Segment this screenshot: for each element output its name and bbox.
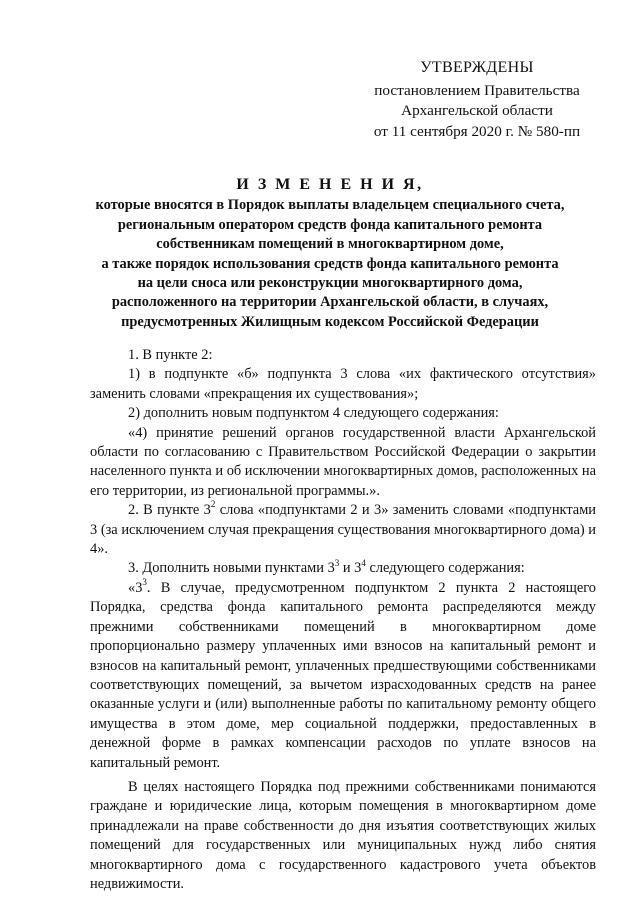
- paragraph-2: 1) в подпункте «б» подпункта 3 слова «их фактического отсутствия» заменить словами «прекращения их существования»;: [90, 366, 596, 402]
- title-line: на цели сноса или реконструкции многоквартирного дома,: [137, 275, 523, 292]
- approval-line-1: постановлением Правительства: [374, 81, 580, 99]
- paragraph-3: 2) дополнить новым подпунктом 4 следующего содержания:: [128, 405, 499, 422]
- paragraph-6: [90, 559, 596, 578]
- paragraph-6-text-b: и 3: [339, 560, 362, 577]
- title-heading: И З М Е Н Е Н И Я,: [236, 176, 424, 193]
- paragraph-8: В целях настоящего Порядка под прежними собственниками понимаются граждане и юридические лица, которым помещения в многоквартирном доме принадлежали на праве собственности до дня изъятия соответствующих жилых помещений для государственных или муниципальных нужд либо снятия многоквартирного дома с государственного кадастрового учета объектов недвижимости.: [90, 778, 596, 892]
- paragraph-4: «4) принятие решений органов государственной власти Архангельской области по согласованию с Правительством Российской Федерации о закрытии населенного пункта и об исключении многоквартирных домов, расположенных на его территории, из региональной программы.».: [90, 424, 596, 499]
- paragraph-5-text-b: слова «подпунктами 2 и 3» заменить словами «подпунктами 3 (за исключением случая прекращения существования многоквартирного дома) и 4».: [90, 502, 596, 558]
- paragraph-6-superscript-1: 3: [334, 557, 340, 568]
- title-line: а также порядок использования средств фонда капитального ремонта: [101, 255, 559, 272]
- title-line: собственникам помещений в многоквартирном доме,: [156, 236, 504, 253]
- title-line: расположенного на территории Архангельской области, в случаях,: [111, 294, 549, 311]
- paragraph-7-superscript: 3: [142, 577, 147, 588]
- paragraph-7-text-a: «3: [128, 579, 143, 596]
- approval-line-2: Архангельской области: [401, 102, 553, 119]
- title-line: региональным оператором средств фонда капитального ремонта: [117, 216, 543, 233]
- paragraph-6-text-c: следующего содержания:: [365, 560, 525, 577]
- title-line: которые вносятся в Порядок выплаты владельцем специального счета,: [95, 197, 565, 214]
- paragraph-7-text-b: . В случае, предусмотренном подпунктом 2 пункта 2 настоящего Порядка, средства фонда капитального ремонта распределяются между прежними собственниками помещений в многоквартирном доме пропорционально размеру уплаченных ими взносов на капитальный ремонт и взносов на капитальный ремонт, уплаченных предшествующими собственниками соответствующих помещений, за вычетом израсходованных средств на ранее оказанные услуги и (или) выполненные работы по капитальному ремонту общего имущества в этом доме, мер социальной поддержки, предоставленных в денежной форме в рамках компенсации расходов по уплате взносов на капитальный ремонт.: [90, 579, 596, 771]
- paragraph-6-text-a: 3. Дополнить новыми пунктами 3: [128, 560, 335, 577]
- document-title: [60, 175, 600, 332]
- paragraph-7: [90, 579, 596, 773]
- paragraph-5-superscript: 2: [210, 499, 216, 510]
- paragraph-1: 1. В пункте 2:: [128, 347, 213, 363]
- approval-stamp: [362, 58, 592, 142]
- document-body: [90, 346, 596, 894]
- paragraph-5: [90, 501, 596, 559]
- approval-heading: УТВЕРЖДЕНЫ: [420, 59, 534, 76]
- title-line: предусмотренных Жилищным кодексом Российской Федерации: [121, 313, 539, 330]
- paragraph-6-superscript-2: 4: [361, 557, 366, 568]
- paragraph-5-text-a: 2. В пункте 3: [128, 502, 211, 519]
- approval-line-3: от 11 сентября 2020 г. № 580-пп: [373, 122, 581, 140]
